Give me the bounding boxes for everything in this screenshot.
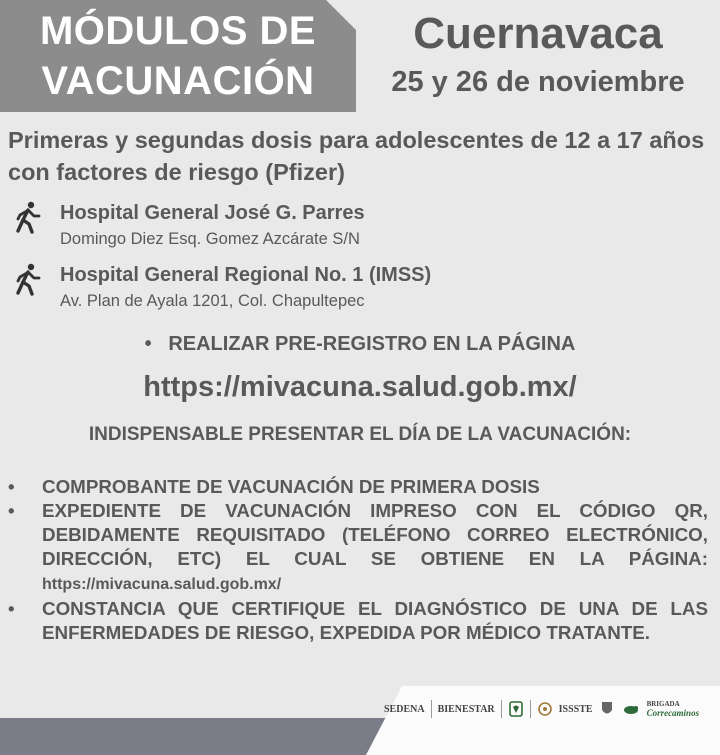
bullet: • <box>144 333 152 355</box>
site-address: Av. Plan de Ayala 1201, Col. Chapultepec <box>60 292 365 310</box>
requirements-heading: INDISPENSABLE PRESENTAR EL DÍA DE LA VACUNACIÓN: <box>88 424 632 445</box>
site-name: Hospital General Regional No. 1 (IMSS) <box>60 264 432 286</box>
imss-emblem-icon <box>508 700 524 718</box>
issste-emblem-icon <box>537 700 553 718</box>
walking-person-icon <box>10 262 44 296</box>
site-name: Hospital General José G. Parres <box>60 202 365 224</box>
issste-logo: ISSSTE <box>558 703 593 715</box>
sedena-logo: SEDENA <box>384 703 425 715</box>
preregistro-line <box>0 330 720 358</box>
city-title: Cuernavaca <box>413 9 663 58</box>
brigada-logo <box>647 700 700 718</box>
list-item <box>0 597 720 645</box>
state-shield-icon <box>599 700 615 718</box>
bullet: • <box>8 598 15 619</box>
footer-logos <box>384 694 720 724</box>
list-item <box>0 499 720 597</box>
preregistro-text: REALIZAR PRE-REGISTRO EN LA PÁGINA <box>168 333 576 355</box>
headline: Primeras y segundas dosis para adolescentes de 12 a 17 años con factores de riesgo (Pfizer) <box>8 127 705 185</box>
banner-title-line2: VACUNACIÓN <box>41 59 315 103</box>
requirement-text: EXPEDIENTE DE VACUNACIÓN IMPRESO CON EL CÓDIGO QR, DEBIDAMENTE REQUISITADO (TELÉFONO CORREO ELECTRÓNICO, DIRECCIÓN, ETC) EL CUAL SE OBTIENE EN LA PÁGINA: <box>42 500 708 569</box>
bienestar-logo: BIENESTAR <box>437 703 495 715</box>
banner-title <box>0 6 356 106</box>
requirements-list <box>0 475 720 645</box>
requirement-text: CONSTANCIA QUE CERTIFIQUE EL DIAGNÓSTICO DE UNA DE LAS ENFERMEDADES DE RIESGO, EXPEDIDA POR MÉDICO TRATANTE. <box>42 598 708 643</box>
bullet: • <box>8 500 15 521</box>
preregistro-url[interactable]: https://mivacuna.salud.gob.mx/ <box>143 371 577 403</box>
requirement-url[interactable]: https://mivacuna.salud.gob.mx/ <box>42 576 282 593</box>
walking-person-icon <box>10 200 44 234</box>
requirement-text: COMPROBANTE DE VACUNACIÓN DE PRIMERA DOSIS <box>42 476 540 497</box>
correcaminos-bird-icon <box>621 700 641 718</box>
brigada-text: BRIGADA <box>646 700 680 708</box>
divider <box>530 700 531 718</box>
site-address: Domingo Diez Esq. Gomez Azcárate S/N <box>60 230 360 248</box>
divider <box>501 700 502 718</box>
bullet: • <box>8 476 15 497</box>
divider <box>431 700 432 718</box>
banner-title-line1: MÓDULOS DE <box>39 9 317 53</box>
correcaminos-text: Correcaminos <box>646 708 700 718</box>
dates-subtitle: 25 y 26 de noviembre <box>391 66 685 98</box>
list-item <box>0 475 720 499</box>
